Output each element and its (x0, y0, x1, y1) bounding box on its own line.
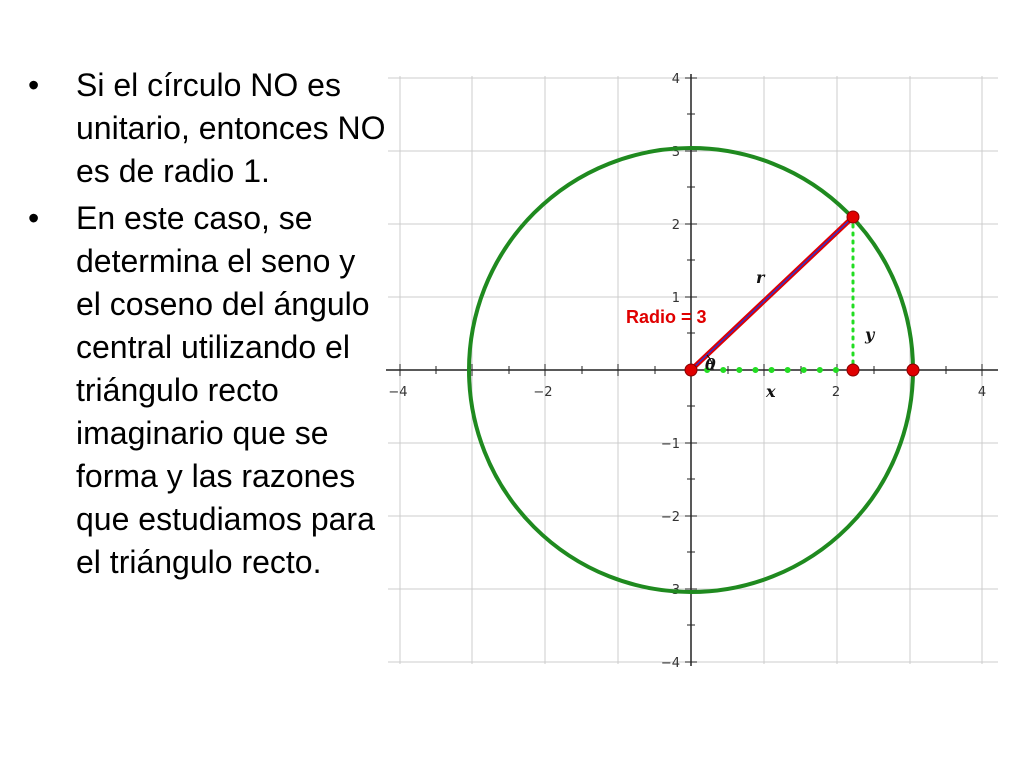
bullet-text: Si el círculo NO es unitario, entonces NO es de radio 1. (76, 67, 386, 189)
y-tick-label: −2 (660, 510, 680, 525)
bullet-dot: • (28, 67, 40, 103)
x-label: x (766, 382, 776, 401)
y-tick-label: 2 (671, 218, 680, 233)
bullet-text: En este caso, se determina el seno y el coseno del ángulo central utilizando el triángulo recto imaginario que se forma y las razones que estudiamos para el triángulo recto. (76, 200, 375, 580)
x-tick-label: −4 (388, 385, 408, 400)
x-tick-labels (388, 385, 986, 400)
r-label: r (756, 268, 765, 287)
radius-label: Radio = 3 (626, 307, 707, 327)
y-tick-labels (661, 72, 680, 671)
bullet-dot: • (28, 200, 40, 236)
origin-point (685, 364, 697, 376)
y-tick-label: −4 (660, 656, 680, 671)
y-tick-label: 3 (671, 145, 680, 160)
x-tick-label: 4 (977, 385, 987, 400)
y-tick-label: −1 (660, 437, 680, 452)
radius-inner-line (691, 217, 853, 370)
y-label: y (865, 325, 875, 344)
x-tick-label: −2 (533, 385, 553, 400)
x-intercept-point (907, 364, 919, 376)
y-tick-label: 1 (671, 291, 680, 306)
theta-label: θ (705, 355, 716, 374)
y-tick-label: −3 (660, 583, 680, 598)
x-tick-label: 2 (831, 385, 841, 400)
foot-point (847, 364, 859, 376)
circle-point (847, 211, 859, 223)
y-tick-label: 4 (671, 72, 680, 87)
